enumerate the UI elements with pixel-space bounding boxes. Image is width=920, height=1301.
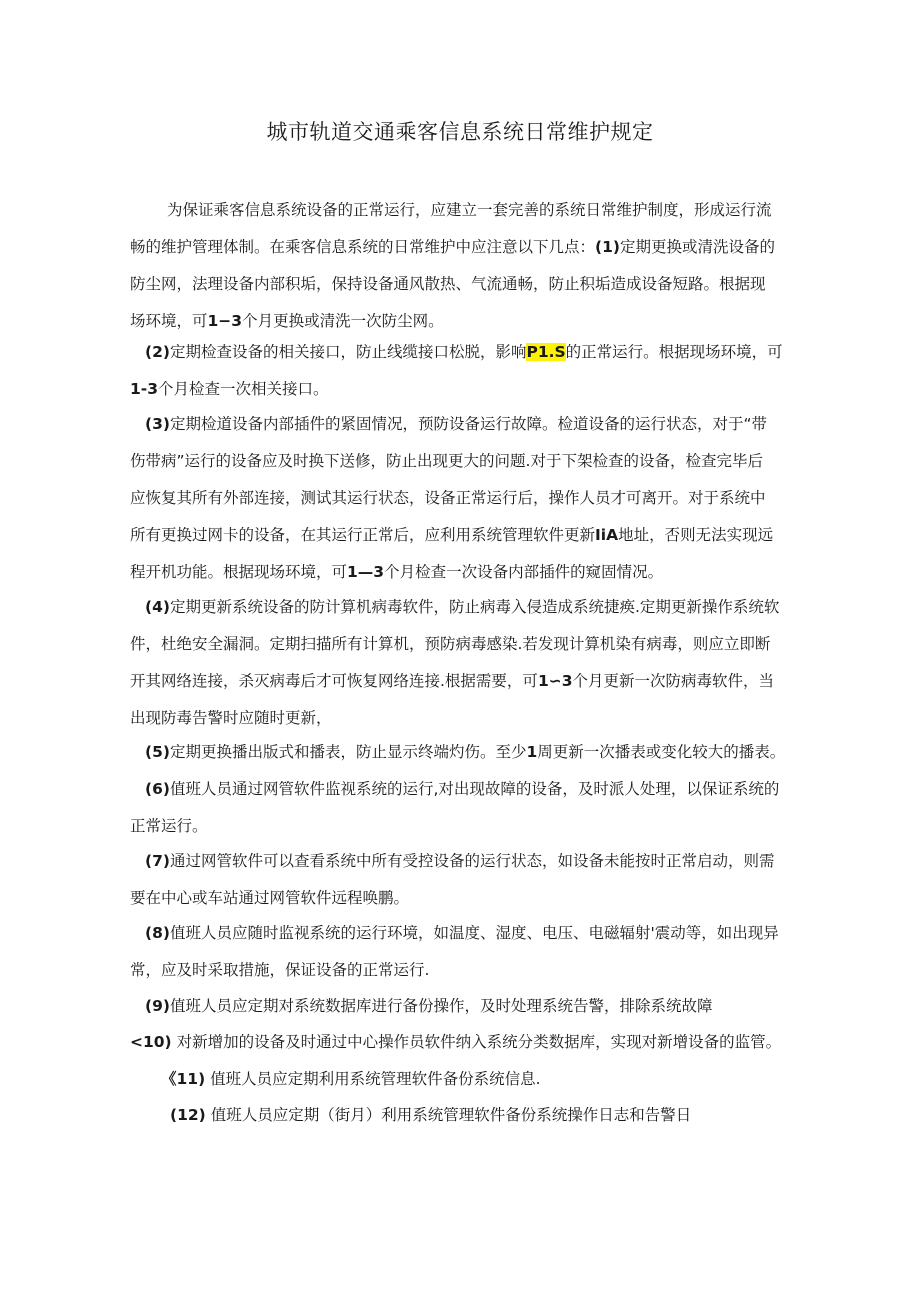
item-number: (9) — [145, 997, 170, 1015]
item-3-line-3: 应恢复其所有外部连接，测试其运行状态，设备正常运行后，操作人员才可离开。对于系统中 — [130, 489, 766, 507]
item-number: (2) — [145, 343, 170, 361]
highlighted-text: P1.S — [526, 343, 566, 361]
item-5-line-1: (5)定期更换播出版式和播表，防止显示终端灼伤。至少1周更新一次播表或变化较大的播表。 — [145, 743, 786, 761]
item-number: (6) — [145, 780, 170, 798]
item-number: (3) — [145, 415, 170, 433]
item-3-line-5: 程开机功能。根据现场环境，可1—3个月检查一次设备内部插件的窥固情况。 — [130, 563, 664, 581]
item-8-paragraph — [130, 915, 779, 989]
document-title: 城市轨道交通乘客信息系统日常维护规定 — [266, 120, 654, 144]
item-6-line-2: 正常运行。 — [130, 817, 208, 835]
item-11-paragraph — [130, 1061, 775, 1098]
item-number: (5) — [145, 743, 170, 761]
item-10-paragraph — [130, 1024, 790, 1061]
item-8-line-1: (8)值班人员应随时监视系统的运行环境，如温度、湿度、电压、电磁辐射'震动等，如出现异 — [145, 924, 779, 942]
item-3-line-2: 伤带病”运行的设备应及时换下送修，防止出现更大的问题.对于下架检查的设备，检查完毕后 — [130, 452, 763, 470]
item-10-line-1: <10) 对新增加的设备及时通过中心操作员软件纳入系统分类数据库，实现对新增设备的监管。 — [130, 1033, 782, 1051]
item-number: (7) — [145, 852, 170, 870]
item-8-line-2: 常，应及时采取措施，保证设备的正常运行. — [130, 961, 430, 979]
item-number: <10) — [130, 1033, 172, 1051]
item-12-line-1: (12) 值班人员应定期（街月）利用系统管理软件备份系统操作日志和告警日 — [170, 1106, 692, 1124]
item-7-line-2: 要在中心或车站通过网管软件远程唤鹏。 — [130, 889, 410, 907]
item-2-paragraph — [130, 334, 783, 408]
item-11-line-1: 《11) 值班人员应定期利用系统管理软件备份系统信息. — [161, 1070, 541, 1088]
intro-paragraph — [130, 192, 775, 340]
item-6-paragraph — [130, 771, 780, 845]
item-5-paragraph — [130, 734, 786, 771]
item-6-line-1: (6)值班人员通过网管软件监视系统的运行,对出现故障的设备，及时派人处理，以保证系统的 — [145, 780, 780, 798]
item-9-line-1: (9)值班人员应定期对系统数据库进行备份操作，及时处理系统告警，排除系统故障 — [145, 997, 713, 1015]
item-7-paragraph — [130, 843, 775, 917]
item-12-paragraph — [130, 1097, 775, 1134]
item-9-paragraph — [130, 988, 775, 1025]
intro-line-2: 畅的维护管理体制。在乘客信息系统的日常维护中应注意以下几点：(1)定期更换或清洗设备的 — [130, 238, 775, 256]
item-3-line-4: 所有更换过网卡的设备，在其运行正常后，应利用系统管理软件更新IiA地址，否则无法实现远 — [130, 526, 774, 544]
item-2-line-1: (2)定期检查设备的相关接口，防止线缆接口松脱，影响P1.S的正常运行。根据现场环境，可 — [145, 343, 783, 361]
item-number: (4) — [145, 598, 170, 616]
item-4-line-4: 出现防毒告警时应随时更新， — [130, 709, 332, 727]
item-4-line-2: 件，杜绝安全漏洞。定期扫描所有计算机，预防病毒感染.若发现计算机染有病毒，则应立即断 — [130, 635, 771, 653]
intro-line-1: 为保证乘客信息系统设备的正常运行，应建立一套完善的系统日常维护制度，形成运行流 — [167, 201, 772, 219]
item-4-line-3: 开其网络连接，杀灭病毒后才可恢复网络连接.根据需要，可1∽3个月更新一次防病毒软件，当 — [130, 672, 775, 690]
intro-line-3: 防尘网，法理设备内部积垢，保持设备通风散热、气流通畅，防止积垢造成设备短路。根据现 — [130, 275, 766, 293]
item-3-paragraph — [130, 406, 775, 591]
item-2-line-2: 1-3个月检查一次相关接口。 — [130, 380, 329, 398]
item-number: (12) — [170, 1106, 206, 1124]
item-7-line-1: (7)通过网管软件可以查看系统中所有受控设备的运行状态，如设备未能按时正常启动，则需 — [145, 852, 775, 870]
item-number: (8) — [145, 924, 170, 942]
item-4-line-1: (4)定期更新系统设备的防计算机病毒软件，防止病毒入侵造成系统捷痪.定期更新操作系统软 — [145, 598, 780, 616]
intro-line-4: 场环境，可1−3个月更换或清洗一次防尘网。 — [130, 312, 444, 330]
item-4-paragraph — [130, 589, 780, 737]
item-3-line-1: (3)定期检道设备内部插件的紧固情况，预防设备运行故障。检道设备的运行状态，对于“带 — [145, 415, 767, 433]
item-number: 《11) — [161, 1070, 206, 1088]
